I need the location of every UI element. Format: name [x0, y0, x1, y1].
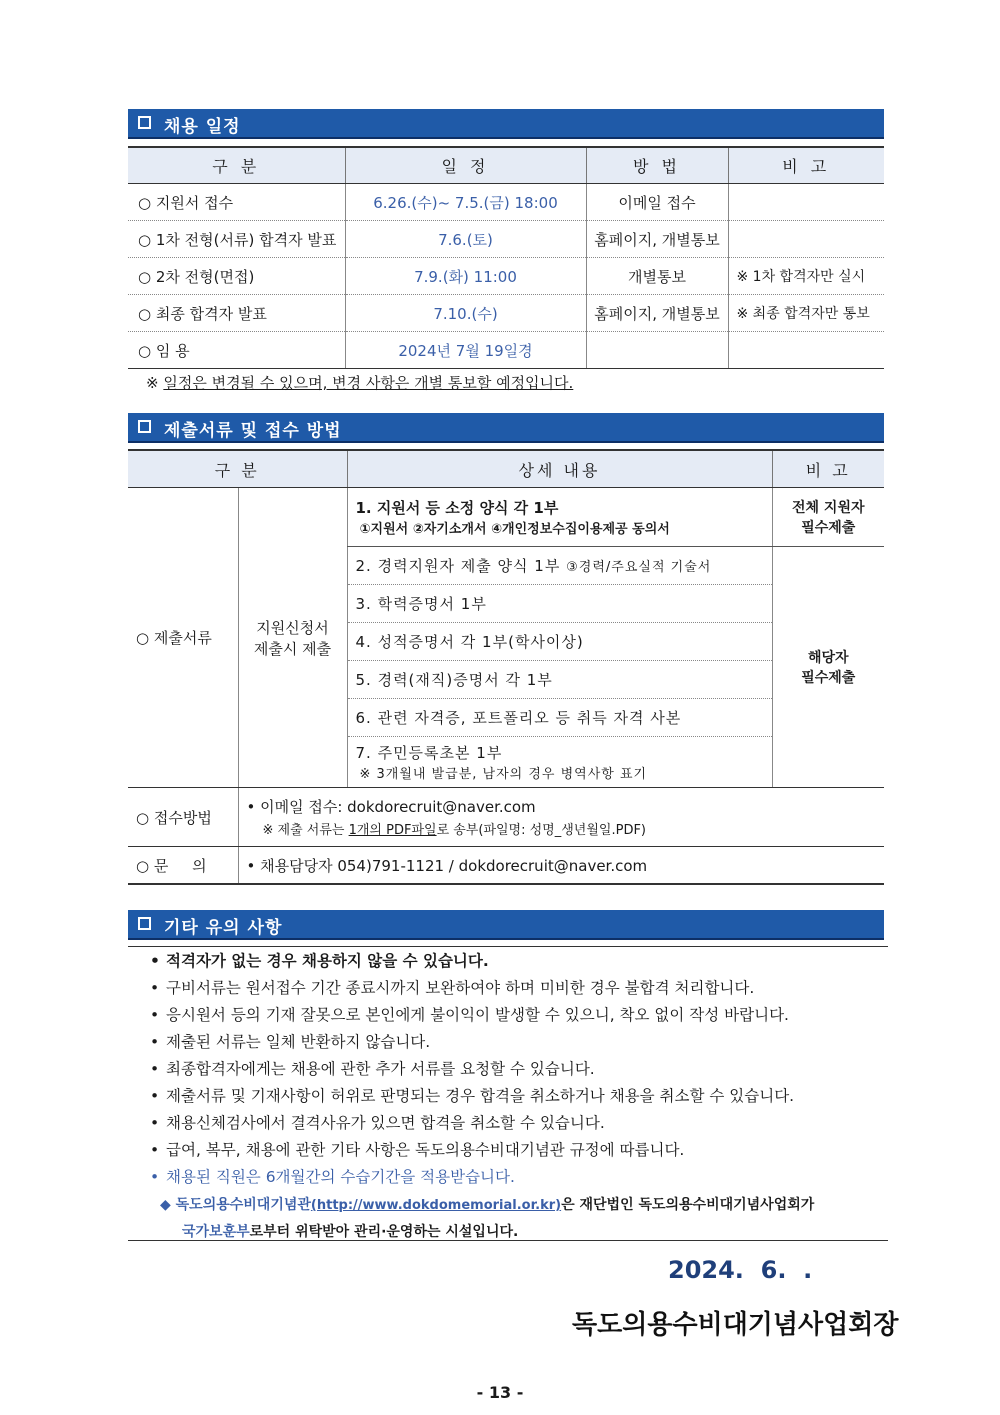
- row-date: 7.6.(토): [345, 221, 586, 258]
- row-note: ※ 1차 합격자만 실시: [728, 258, 884, 295]
- notice-line: [160, 1192, 890, 1219]
- table-row: [128, 788, 884, 847]
- list-item: • 제출서류 및 기재사항이 허위로 판명되는 경우 합격을 취소하거나 채용을 취소할 수 있습니다.: [150, 1087, 795, 1105]
- row-method: 이메일 접수: [586, 184, 728, 221]
- table-row: [128, 184, 884, 221]
- diamond-icon: ◆: [160, 1197, 171, 1213]
- doc-item-title: 1. 지원서 등 소정 양식 각 1부: [355, 499, 559, 517]
- row-note: [728, 332, 884, 369]
- notice-line: [160, 1219, 890, 1245]
- inquiry-detail: • 채용담당자 054)791-1121 / dokdorecruit@naver.com: [238, 847, 884, 885]
- subcategory: [238, 488, 347, 788]
- notice-org: 국가보훈부: [182, 1224, 250, 1240]
- list-item: • 최종합격자에게는 채용에 관한 추가 서류를 요청할 수 있습니다.: [150, 1060, 595, 1078]
- etc-list: [150, 948, 890, 1191]
- header-note: 비 고: [772, 450, 884, 488]
- doc-item-sub: ※ 3개월내 발급분, 남자의 경우 병역사항 표기: [359, 767, 648, 782]
- table-row: [128, 258, 884, 295]
- notice: [160, 1192, 890, 1245]
- schedule-table: [128, 146, 884, 369]
- checkbox-square-icon: [138, 116, 151, 129]
- row-item: ○ 지원서 접수: [128, 184, 345, 221]
- subcategory-line: 제출시 제출: [253, 639, 332, 658]
- doc-item-1: [347, 488, 772, 547]
- list-item: • 구비서류는 원서접수 기간 종료시까지 보완하여야 하며 미비한 경우 불합격 처리합니다.: [150, 979, 755, 997]
- method-note: [247, 819, 885, 838]
- doc-item-6: 6. 관련 자격증, 포트폴리오 등 취득 자격 사본: [347, 699, 772, 737]
- method-note-text: 로 송부(파일명: 성명_생년월일.PDF): [436, 823, 647, 838]
- list-item: • 급여, 복무, 채용에 관한 기타 사항은 독도의용수비대기념관 규정에 따릅니다.: [150, 1141, 685, 1159]
- list-item-text: 제출된 서류는 일체 반환하지 않습니다.: [166, 1033, 431, 1051]
- list-item: • 응시원서 등의 기재 잘못으로 본인에게 불이익이 발생할 수 있으니, 착오 없이 작성 바랍니다.: [150, 1006, 789, 1024]
- list-item: • 적격자가 없는 경우 채용하지 않을 수 있습니다.: [150, 952, 489, 970]
- row-method: [586, 332, 728, 369]
- note-line: 해당자: [807, 650, 849, 666]
- row-item: ○ 최종 합격자 발표: [128, 295, 345, 332]
- note-line: 필수제출: [801, 670, 856, 686]
- inquiry-label: ○ 문 의: [128, 847, 238, 885]
- documents-table: [128, 449, 884, 885]
- schedule-footnote: [146, 372, 573, 393]
- notice-name: 독도의용수비대기념관: [175, 1197, 311, 1213]
- category-docs: ○ 제출서류: [128, 488, 238, 788]
- section-header-schedule: [128, 109, 884, 139]
- method-label: ○ 접수방법: [128, 788, 238, 847]
- header-detail: 상세 내용: [347, 450, 772, 488]
- doc-note-all: [772, 488, 884, 547]
- list-item-text: 응시원서 등의 기재 잘못으로 본인에게 불이익이 발생할 수 있으니, 착오 없이 작성 바랍니다.: [166, 1006, 789, 1024]
- doc-item-title: 7. 주민등록초본 1부: [355, 744, 503, 762]
- footnote-text: 일정은 변경될 수 있으며, 변경 사항은 개별 통보할 예정입니다.: [163, 374, 574, 392]
- row-item: ○ 2차 전형(면접): [128, 258, 345, 295]
- list-item: • 채용된 직원은 6개월간의 수습기간을 적용받습니다.: [150, 1168, 515, 1186]
- divider: [128, 946, 888, 947]
- table-row: [128, 488, 884, 547]
- document-date: 2024. 6. .: [668, 1256, 813, 1284]
- doc-item-3: 3. 학력증명서 1부: [347, 585, 772, 623]
- row-date: 2024년 7월 19일경: [345, 332, 586, 369]
- section-title: 제출서류 및 접수 방법: [164, 421, 342, 441]
- row-date: 7.9.(화) 11:00: [345, 258, 586, 295]
- row-note: [728, 184, 884, 221]
- header-date: 일 정: [345, 147, 586, 184]
- notice-text: 은 재단법인 독도의용수비대기념사업회가: [561, 1197, 815, 1213]
- row-date: 6.26.(수)~ 7.5.(금) 18:00: [345, 184, 586, 221]
- doc-item-5: 5. 경력(재직)증명서 각 1부: [347, 661, 772, 699]
- row-item: ○ 임 용: [128, 332, 345, 369]
- checkbox-square-icon: [138, 420, 151, 433]
- header-category: 구 분: [128, 450, 347, 488]
- list-item-text: 제출서류 및 기재사항이 허위로 판명되는 경우 합격을 취소하거나 채용을 취소할 수 있습니다.: [166, 1087, 795, 1105]
- section-header-documents: [128, 413, 884, 443]
- row-method: 홈페이지, 개별통보: [586, 221, 728, 258]
- signer: 독도의용수비대기념사업회장: [572, 1310, 899, 1340]
- list-item-text: 급여, 복무, 채용에 관한 기타 사항은 독도의용수비대기념관 규정에 따릅니다.: [166, 1141, 685, 1159]
- table-row: [128, 847, 884, 885]
- list-item-text: 적격자가 없는 경우 채용하지 않을 수 있습니다.: [166, 952, 489, 970]
- method-note-underlined: 1개의 PDF파일: [348, 823, 437, 838]
- header-note: 비 고: [728, 147, 884, 184]
- notice-url[interactable]: (http://www.dokdomemorial.or.kr): [310, 1198, 562, 1213]
- list-item: • 제출된 서류는 일체 반환하지 않습니다.: [150, 1033, 431, 1051]
- list-item-text: 최종합격자에게는 채용에 관한 추가 서류를 요청할 수 있습니다.: [166, 1060, 595, 1078]
- page-number: - 13 -: [476, 1383, 524, 1402]
- reference-mark: ※: [146, 374, 159, 392]
- doc-item-sub: ①지원서 ②자기소개서 ④개인정보수집이용제공 동의서: [359, 522, 670, 537]
- note-line: 전체 지원자: [792, 500, 865, 516]
- doc-item-2: [347, 547, 772, 585]
- method-detail: [238, 788, 884, 847]
- method-note-text: ※ 제출 서류는: [262, 823, 349, 838]
- doc-item-7: [347, 737, 772, 788]
- header-method: 방 법: [586, 147, 728, 184]
- notice-text: 로부터 위탁받아 관리·운영하는 시설입니다.: [249, 1224, 519, 1240]
- table-row: [128, 332, 884, 369]
- doc-item-4: 4. 성적증명서 각 1부(학사이상): [347, 623, 772, 661]
- table-row: [128, 221, 884, 258]
- divider: [128, 1240, 888, 1241]
- note-line: 필수제출: [801, 520, 856, 536]
- subcategory-line: 지원신청서: [256, 618, 329, 637]
- row-method: 개별통보: [586, 258, 728, 295]
- row-note: [728, 221, 884, 258]
- row-method: 홈페이지, 개별통보: [586, 295, 728, 332]
- list-item-text: 채용된 직원은 6개월간의 수습기간을 적용받습니다.: [166, 1168, 515, 1186]
- row-note: ※ 최종 합격자만 통보: [728, 295, 884, 332]
- doc-item-sub: ③경력/주요실적 기술서: [566, 560, 712, 575]
- table-row: [128, 295, 884, 332]
- method-email: • 이메일 접수: dokdorecruit@naver.com: [246, 798, 536, 816]
- list-item: • 채용신체검사에서 결격사유가 있으면 합격을 취소할 수 있습니다.: [150, 1114, 605, 1132]
- section-title: 채용 일정: [164, 117, 241, 137]
- section-title: 기타 유의 사항: [164, 918, 283, 938]
- doc-note-others: [772, 547, 884, 788]
- row-date: 7.10.(수): [345, 295, 586, 332]
- list-item-text: 채용신체검사에서 결격사유가 있으면 합격을 취소할 수 있습니다.: [166, 1114, 605, 1132]
- header-category: 구 분: [128, 147, 345, 184]
- row-item: ○ 1차 전형(서류) 합격자 발표: [128, 221, 345, 258]
- list-item-text: 구비서류는 원서접수 기간 종료시까지 보완하여야 하며 미비한 경우 불합격 처리합니다.: [166, 979, 755, 997]
- doc-item-title: 2. 경력지원자 제출 양식 1부: [355, 557, 561, 575]
- section-header-etc: [128, 910, 884, 940]
- checkbox-square-icon: [138, 917, 151, 930]
